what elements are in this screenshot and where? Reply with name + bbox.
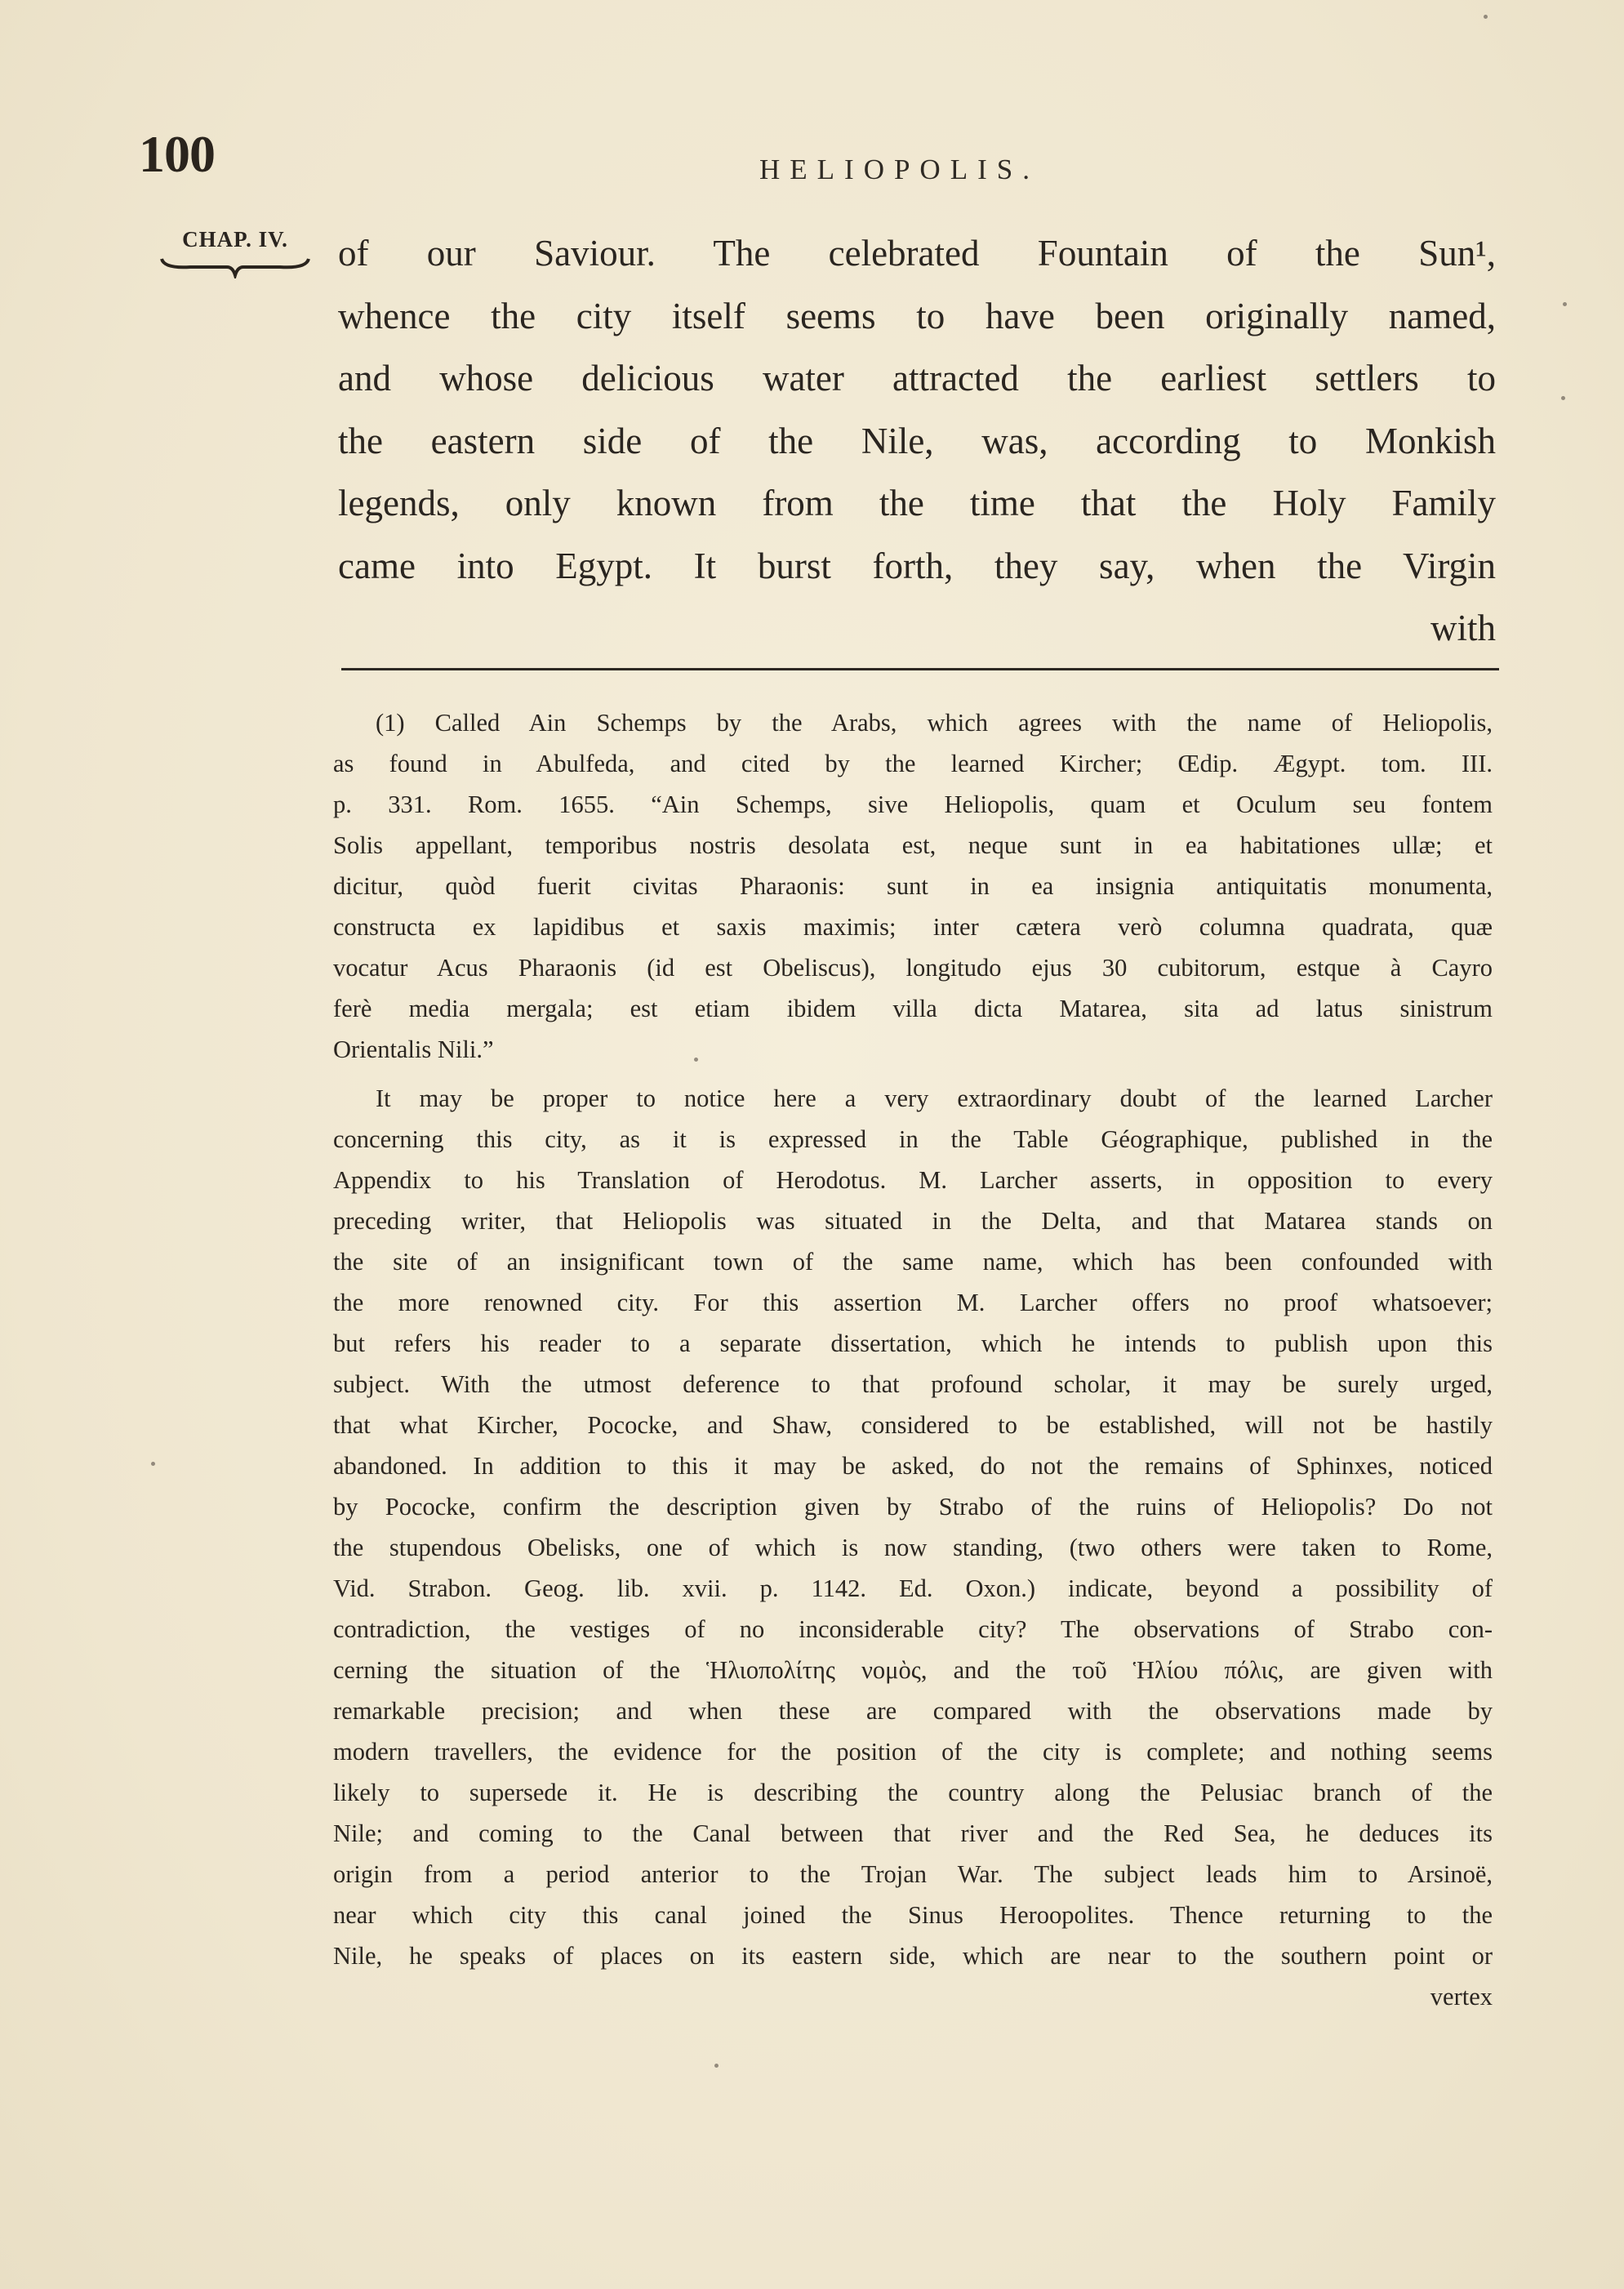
footnote-line: the more renowned city. For this assertion M. Larcher offers no proof whatsoever; [333, 1289, 1493, 1316]
footnote-line: Vid. Strabon. Geog. lib. xvii. p. 1142. Ed. Oxon.) indicate, beyond a possibility of [333, 1574, 1493, 1602]
page-number: 100 [139, 125, 215, 183]
footnote-line: the stupendous Obelisks, one of which is now standing, (two others were taken to Rome, [333, 1534, 1493, 1561]
footnote-line: dicitur, quòd fuerit civitas Pharaonis: sunt in ea insignia antiquitatis monumenta, [333, 872, 1493, 900]
footnote-line: Nile; and coming to the Canal between that river and the Red Sea, he deduces its [333, 1819, 1493, 1847]
chapter-label: CHAP. IV. [182, 227, 288, 252]
footnote-line: constructa ex lapidibus et saxis maximis; inter cætera verò columna quadrata, quæ [333, 913, 1493, 941]
body-line: came into Egypt. It burst forth, they say, when the Virgin [338, 545, 1496, 586]
footnote-line: (1) Called Ain Schemps by the Arabs, which agrees with the name of Heliopolis, [376, 709, 1493, 737]
footnote-line: contradiction, the vestiges of no inconsiderable city? The observations of Strabo con- [333, 1615, 1493, 1643]
paper-speck [1563, 302, 1567, 306]
paper-speck [1484, 15, 1488, 19]
footnotes [333, 702, 1493, 2017]
footnote-rule [341, 668, 1499, 670]
footnote-line: that what Kircher, Pococke, and Shaw, considered to be established, will not be hastily [333, 1411, 1493, 1439]
footnote-2 [333, 1078, 1493, 2017]
body-text [338, 222, 1496, 660]
footnote-line: cerning the situation of the Ἡλιοπολίτης νομὸς, and the τοῦ Ἡλίου πόλις, are given with [333, 1656, 1493, 1684]
running-head: HELIOPOLIS. [759, 154, 1039, 185]
body-line: of our Saviour. The celebrated Fountain of the Sun¹, [338, 233, 1496, 274]
footnote-line: by Pococke, confirm the description given by Strabo of the ruins of Heliopolis? Do not [333, 1493, 1493, 1521]
footnote-line: vocatur Acus Pharaonis (id est Obeliscus), longitudo ejus 30 cubitorum, estque à Cayro [333, 954, 1493, 982]
footnote-line: Nile, he speaks of places on its eastern side, which are near to the southern point or [333, 1942, 1493, 1970]
footnote-line: as found in Abulfeda, and cited by the learned Kircher; Œdip. Ægypt. tom. III. [333, 750, 1493, 777]
footnote-line: p. 331. Rom. 1655. “Ain Schemps, sive Heliopolis, quam et Oculum seu fontem [333, 790, 1493, 818]
footnote-line: Orientalis Nili.” [333, 1035, 494, 1063]
footnote-line: subject. With the utmost deference to that profound scholar, it may be surely urged, [333, 1370, 1493, 1398]
footnote-line: origin from a period anterior to the Trojan War. The subject leads him to Arsinoë, [333, 1860, 1493, 1888]
body-line: the eastern side of the Nile, was, according to Monkish [338, 420, 1496, 461]
footnote-line: remarkable precision; and when these are compared with the observations made by [333, 1697, 1493, 1725]
footnote-1 [333, 702, 1493, 1070]
footnote-line: preceding writer, that Heliopolis was situated in the Delta, and that Matarea stands on [333, 1207, 1493, 1235]
paper-speck [1561, 396, 1565, 400]
body-line: whence the city itself seems to have been originally named, [338, 295, 1496, 336]
footnote-line: likely to supersede it. He is describing the country along the Pelusiac branch of the [333, 1779, 1493, 1806]
footnote-line: It may be proper to notice here a very extraordinary doubt of the learned Larcher [376, 1084, 1493, 1112]
paper-speck [714, 2064, 719, 2068]
footnote-line: near which city this canal joined the Sinus Heroopolites. Thence returning to the [333, 1901, 1493, 1929]
body-catchword: with [1430, 608, 1496, 648]
margin-note [154, 227, 317, 278]
body-line: legends, only known from the time that the Holy Family [338, 483, 1496, 523]
footnote-line: the site of an insignificant town of the same name, which has been confounded with [333, 1248, 1493, 1276]
footnote-catchword: vertex [1430, 1983, 1493, 2011]
footnote-line: ferè media mergala; est etiam ibidem villa dicta Matarea, sita ad latus sinistrum [333, 995, 1493, 1022]
footnote-line: modern travellers, the evidence for the position of the city is complete; and nothing seems [333, 1738, 1493, 1766]
footnote-line: concerning this city, as it is expressed in the Table Géographique, published in the [333, 1125, 1493, 1153]
paper-speck [151, 1462, 155, 1466]
body-line: and whose delicious water attracted the earliest settlers to [338, 358, 1496, 399]
paper-speck [694, 1058, 698, 1062]
footnote-line: Solis appellant, temporibus nostris desolata est, neque sunt in ea habitationes ullæ; et [333, 831, 1493, 859]
footnote-line: but refers his reader to a separate dissertation, which he intends to publish upon this [333, 1329, 1493, 1357]
footnote-line: abandoned. In addition to this it may be asked, do not the remains of Sphinxes, noticed [333, 1452, 1493, 1480]
brace-ornament [158, 254, 313, 278]
footnote-line: Appendix to his Translation of Herodotus. M. Larcher asserts, in opposition to every [333, 1166, 1493, 1194]
